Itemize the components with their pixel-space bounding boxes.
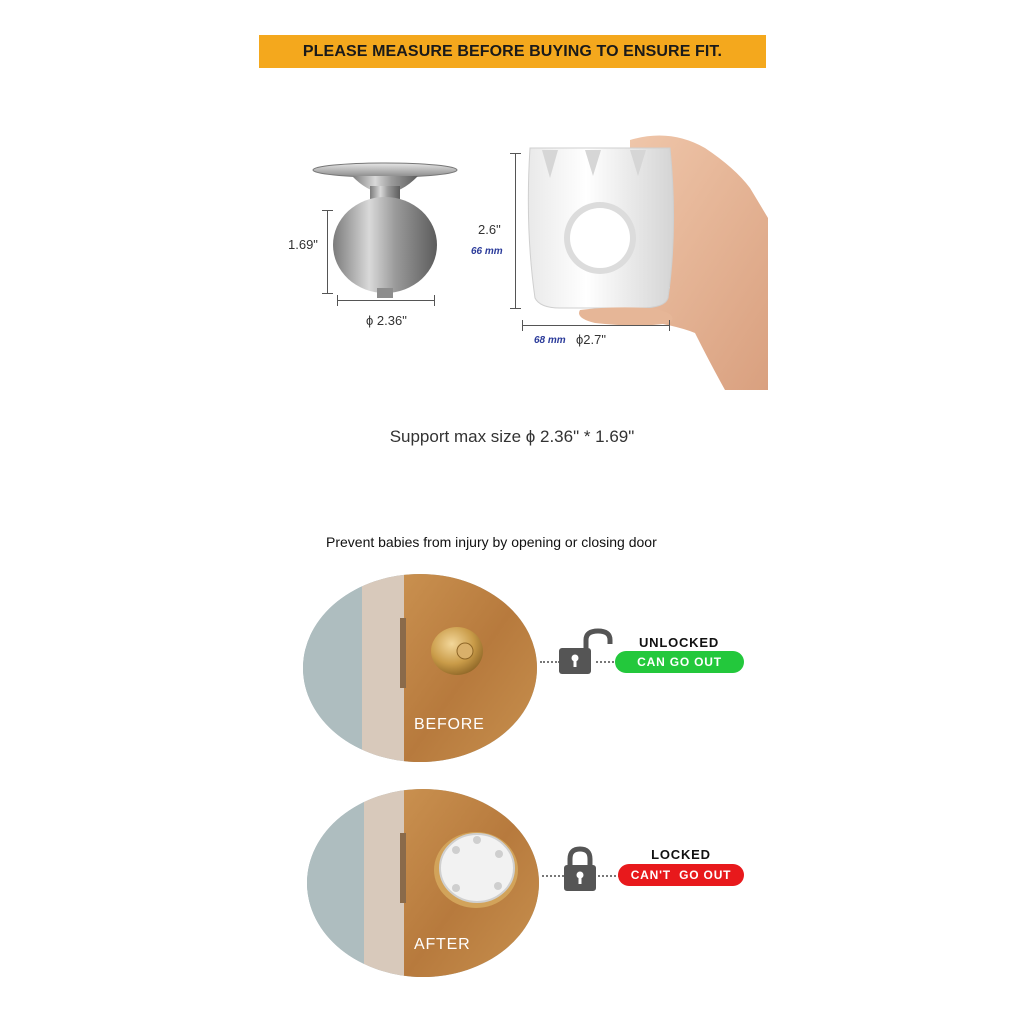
unlocked-status-title: UNLOCKED [638,635,720,650]
cover-diameter-label: ϕ2.7" [576,332,606,347]
before-door-image [302,573,538,763]
knob-height-line [327,210,328,294]
locked-status-title: LOCKED [651,847,711,862]
can-go-out-pill: CAN GO OUT [615,651,744,673]
cover-height-line [515,153,516,309]
measure-banner: PLEASE MEASURE BEFORE BUYING TO ENSURE FIT. [259,35,766,68]
unlocked-padlock-icon [556,628,616,676]
door-knob-image [300,150,470,320]
knob-diameter-line [337,300,435,301]
cover-width-tick-left [522,320,523,331]
knob-diameter-tick-left [337,295,338,306]
cover-height-mm-label: 66 mm [471,246,503,257]
cover-width-line [522,325,670,326]
cover-width-tick-right [669,320,670,331]
prevent-injury-text: Prevent babies from injury by opening or closing door [326,534,657,550]
knob-height-tick-top [322,210,333,211]
cover-height-tick-bottom [510,308,521,309]
support-size-text: Support max size ϕ 2.36" * 1.69" [389,427,635,446]
locked-padlock-icon [562,845,598,893]
knob-diameter-label: ϕ 2.36" [366,313,407,328]
cover-height-label: 2.6" [478,222,501,237]
knob-cover-in-hand-image [520,128,770,390]
knob-height-tick-bottom [322,293,333,294]
knob-height-label: 1.69" [288,237,318,252]
cover-width-mm-label: 68 mm [534,335,566,346]
after-dotted-line-right [598,875,620,877]
cant-go-out-pill: CAN'T GO OUT [618,864,744,886]
after-label: AFTER [414,936,471,953]
cover-height-tick-top [510,153,521,154]
after-dotted-line-left [542,875,564,877]
before-label: BEFORE [414,716,485,733]
knob-diameter-tick-right [434,295,435,306]
